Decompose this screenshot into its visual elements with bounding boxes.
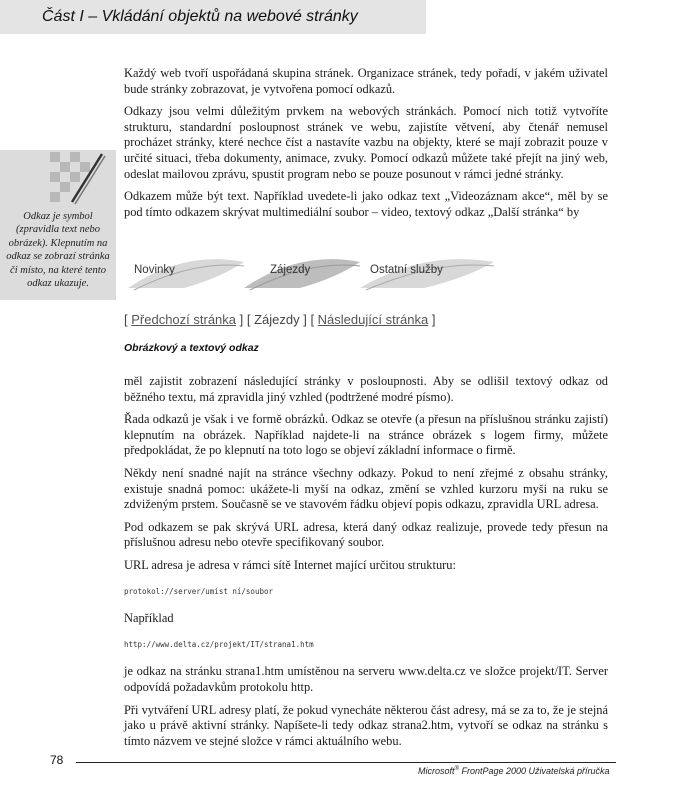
image-link-nav [124, 248, 608, 298]
paragraph: Řada odkazů je však i ve formě obrázků. Odkaz se otevře (a přesun na příslušnou stránku zajistí) klepnutím na obrázek. Například najdete-li na stránce obrázek s logem firmy, můžete předpokládat, že po klepnutí na toto logo se objeví základní informace o firmě. [124, 412, 608, 458]
next-page-link[interactable]: Následující stránka [317, 312, 429, 327]
registered-mark: ® [454, 766, 459, 772]
nav-label: Ostatní služby [370, 264, 443, 276]
nav-link-zajezdy[interactable] [264, 248, 374, 296]
footer-divider [76, 762, 616, 763]
nav-label: Zájezdy [270, 264, 311, 276]
paragraph: Při vytváření URL adresy platí, že pokud vynecháte některou část adresy, má se za to, že je stejná jako u právě aktivní stránky. Napíšete-li tedy odkaz strana2.htm, vytvoří se odkaz na stránku s tímto názvem ve stejné složce v rámci aktuálního webu. [124, 702, 608, 748]
checkered-pen-icon [50, 152, 110, 208]
paragraph: URL adresa je adresa v rámci sítě Internet mající určitou strukturu: [124, 557, 456, 572]
prev-page-link[interactable]: Předchozí stránka [131, 312, 237, 327]
text-link-nav: [ Předchozí stránka ] [ Zájezdy ] [ Následující stránka ] [124, 312, 436, 327]
paragraph: je odkaz na stránku strana1.htm umístěnou na serveru www.delta.cz ve složce projekt/IT. Server odpovídá požadavkům protokolu http. [124, 664, 608, 694]
paragraph: Každý web tvoří uspořádaná skupina stránek. Organizace stránek, tedy pořadí, v jakém uživatel bude stránky zobrazovat, je vytvořena pomocí odkazů. [124, 66, 608, 96]
paragraph: Odkazy jsou velmi důležitým prvkem na webových stránkách. Pomocí nich totiž vytvoříte strukturu, standardní posloupnost stránek ve webu, zajistíte větvení, aby čtenář nemusel procházet stránky, které nechce číst a nastavíte vazbu na objekty, které se mají zobrazit pouze v určité situaci, třeba dokumenty, animace, zvuky. Pomocí odkazů můžete také přejít na jiný web, odeslat mailovou zprávu, spustit program nebo se pouze posunout v rámci jedné stránky. [124, 104, 608, 181]
nav-label: Novinky [134, 264, 175, 276]
sidebar-note-text: Odkaz je symbol (zpravidla text nebo obrázek). Klepnutím na odkaz se zobrazí stránka či místo, na které tento odkaz ukazuje. [6, 211, 110, 290]
nav-link-ostatni-sluzby[interactable] [370, 248, 500, 296]
paragraph: Pod odkazem se pak skrývá URL adresa, která daný odkaz realizuje, provede tedy přesun na příslušnou adresu nebo otevře specifikovaný soubor. [124, 519, 608, 550]
url-pattern-code: protokol://server/umíst ní/soubor [124, 586, 274, 596]
paragraph: Odkazem může být text. Například uvedete-li jako odkaz text „Videozáznam akce“, měl by se pod tímto odkazem skrývat multimediální soubor – video, textový odkaz „Další stránka“ by [124, 189, 608, 219]
chapter-title: Část I – Vkládání objektů na webové stránky [42, 8, 358, 25]
nav-link-novinky[interactable] [124, 248, 244, 296]
page-number: 78 [50, 753, 64, 767]
example-label: Například [124, 611, 174, 626]
body-text-bottom [124, 374, 608, 756]
url-example-code: http://www.delta.cz/projekt/IT/strana1.htm [124, 639, 314, 649]
sidebar-note-box [0, 150, 116, 300]
figure-caption: Obrázkový a textový odkaz [124, 342, 259, 354]
body-text-top [124, 66, 608, 227]
footer-book-title [418, 766, 610, 776]
chapter-header [0, 0, 426, 34]
footer-title: FrontPage 2000 Uživatelská příručka [461, 766, 610, 776]
current-page-label: Zájezdy [254, 312, 300, 327]
paragraph: Někdy není snadné najít na stránce všechny odkazy. Pokud to není zřejmé z obsahu stránky, existuje snadná pomoc: ukážete-li myší na odkaz, změní se vzhled kurzoru myši na ruku se zdviženým prstem. Současně se ve stavovém řádku objeví popis odkazu, zpravidla URL adresa. [124, 465, 608, 512]
paragraph: měl zajistit zobrazení následující stránky v posloupnosti. Aby se odlišil textový odkaz od běžného textu, má zpravidla jiný vzhled (podtržené modré písmo). [124, 374, 608, 404]
link-example-figure [124, 248, 608, 358]
footer-product: Microsoft [418, 766, 455, 776]
